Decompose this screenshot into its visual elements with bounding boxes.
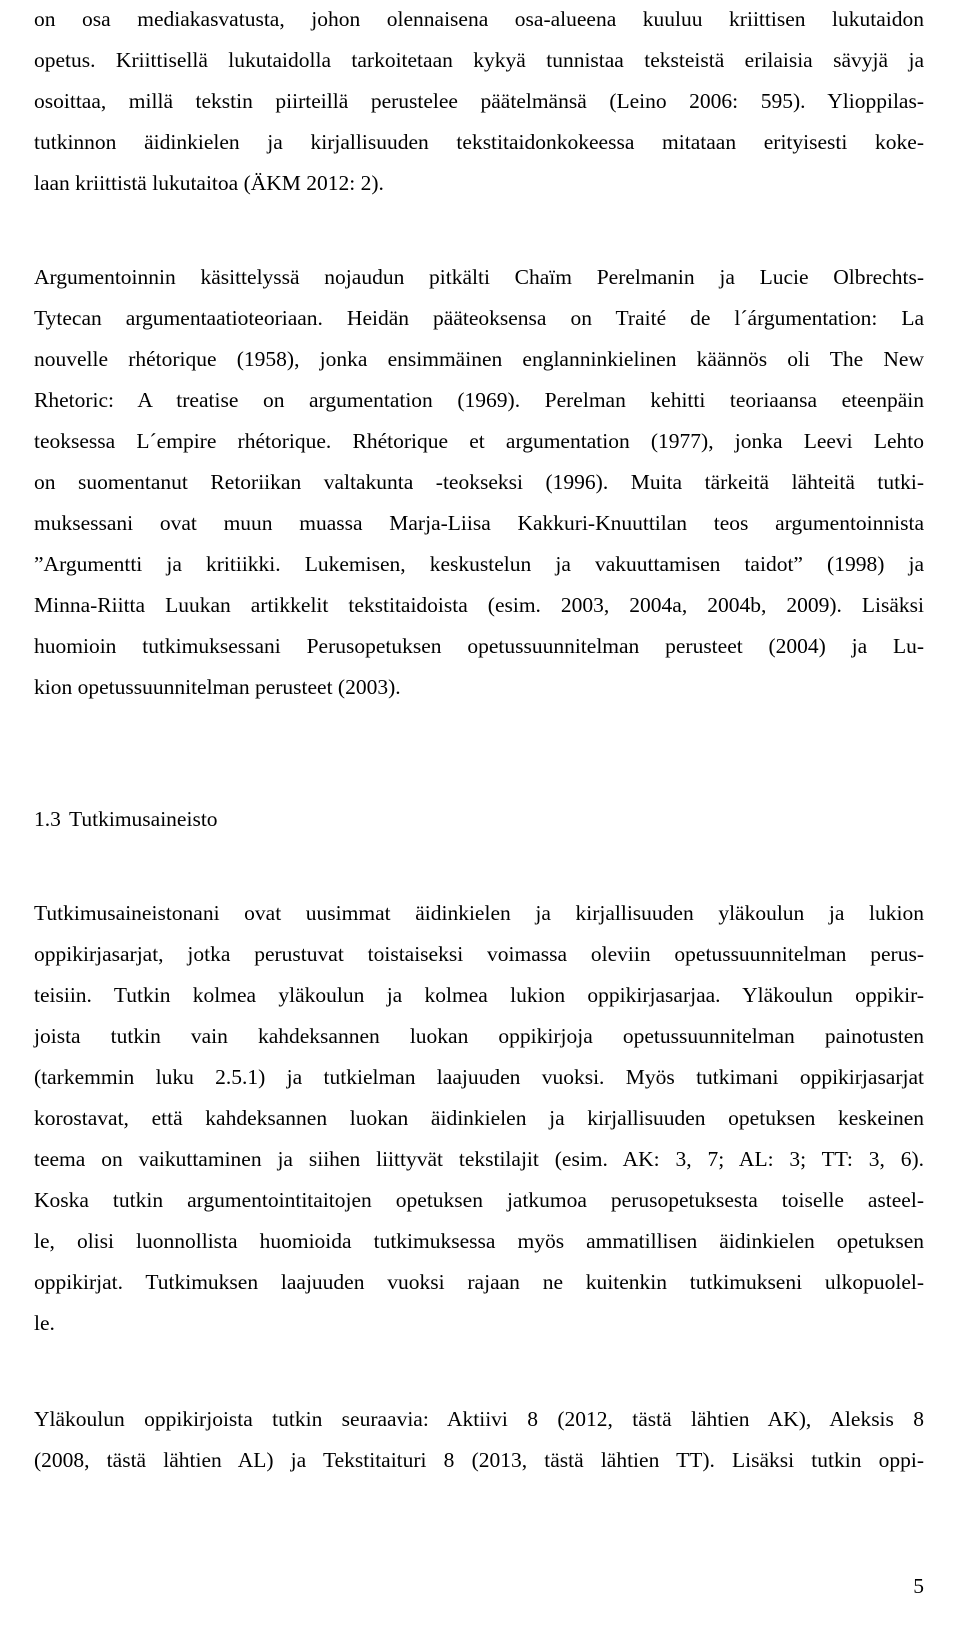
text-line: (tarkemmin luku 2.5.1) ja tutkielman laajuuden vuoksi. Myös tutkimani oppikirjasarjat <box>34 1065 924 1089</box>
text-line: Tutkimusaineistonani ovat uusimmat äidinkielen ja kirjallisuuden yläkoulun ja lukion <box>34 901 924 925</box>
section-number: 1.3 <box>34 807 61 831</box>
text-line: kion opetussuunnitelman perusteet (2003). <box>34 675 401 699</box>
text-line: opetus. Kriittisellä lukutaidolla tarkoitetaan kykyä tunnistaa teksteistä erilaisia sävyjä ja <box>34 48 924 72</box>
text-line: Minna-Riitta Luukan artikkelit tekstitaidoista (esim. 2003, 2004a, 2004b, 2009). Lisäksi <box>34 593 924 617</box>
text-line: korostavat, että kahdeksannen luokan äidinkielen ja kirjallisuuden opetuksen keskeinen <box>34 1106 924 1130</box>
text-line: Tytecan argumentaatioteoriaan. Heidän pääteoksensa on Traité de l´árgumentation: La <box>34 306 924 330</box>
text-line: on suomentanut Retoriikan valtakunta -teokseksi (1996). Muita tärkeitä lähteitä tutki- <box>34 470 924 494</box>
text-line: Argumentoinnin käsittelyssä nojaudun pitkälti Chaïm Perelmanin ja Lucie Olbrechts- <box>34 265 924 289</box>
text-line: nouvelle rhétorique (1958), jonka ensimmäinen englanninkielinen käännös oli The New <box>34 347 924 371</box>
text-line: joista tutkin vain kahdeksannen luokan oppikirjoja opetussuunnitelman painotusten <box>34 1024 924 1048</box>
text-line: ”Argumentti ja kritiikki. Lukemisen, keskustelun ja vakuuttamisen taidot” (1998) ja <box>34 552 924 576</box>
text-line: le, olisi luonnollista huomioida tutkimuksessa myös ammatillisen äidinkielen opetuksen <box>34 1229 924 1253</box>
text-line: huomioin tutkimuksessani Perusopetuksen opetussuunnitelman perusteet (2004) ja Lu- <box>34 634 924 658</box>
text-line: oppikirjat. Tutkimuksen laajuuden vuoksi rajaan ne kuitenkin tutkimukseni ulkopuolel- <box>34 1270 924 1294</box>
text-line: teoksessa L´empire rhétorique. Rhétorique et argumentation (1977), jonka Leevi Lehto <box>34 429 924 453</box>
text-line: muksessani ovat muun muassa Marja-Liisa Kakkuri-Knuuttilan teos argumentoinnista <box>34 511 924 535</box>
text-line: laan kriittistä lukutaitoa (ÄKM 2012: 2). <box>34 171 384 195</box>
text-line: osoittaa, millä tekstin piirteillä perustelee päätelmänsä (Leino 2006: 595). Ylioppilas- <box>34 89 924 113</box>
text-line: on osa mediakasvatusta, johon olennaisena osa-alueena kuuluu kriittisen lukutaidon <box>34 7 924 31</box>
text-line: teema on vaikuttaminen ja siihen liittyvät tekstilajit (esim. AK: 3, 7; AL: 3; TT: 3, 6). <box>34 1147 924 1171</box>
text-line: tutkinnon äidinkielen ja kirjallisuuden tekstitaidonkokeessa mitataan erityisesti koke- <box>34 130 924 154</box>
page-number: 5 <box>913 1574 924 1598</box>
text-line: teisiin. Tutkin kolmea yläkoulun ja kolmea lukion oppikirjasarjaa. Yläkoulun oppikir- <box>34 983 924 1007</box>
text-line: Yläkoulun oppikirjoista tutkin seuraavia: Aktiivi 8 (2012, tästä lähtien AK), Aleksis 8 <box>34 1407 924 1431</box>
text-line: le. <box>34 1311 55 1335</box>
text-line: Koska tutkin argumentointitaitojen opetuksen jatkumoa perusopetuksesta toiselle asteel- <box>34 1188 924 1212</box>
text-line: oppikirjasarjat, jotka perustuvat toistaiseksi voimassa oleviin opetussuunnitelman perus- <box>34 942 924 966</box>
text-line: Rhetoric: A treatise on argumentation (1969). Perelman kehitti teoriaansa eteenpäin <box>34 388 924 412</box>
section-title: Tutkimusaineisto <box>69 807 218 831</box>
text-line: (2008, tästä lähtien AL) ja Tekstitaituri 8 (2013, tästä lähtien TT). Lisäksi tutkin oppi- <box>34 1448 924 1472</box>
